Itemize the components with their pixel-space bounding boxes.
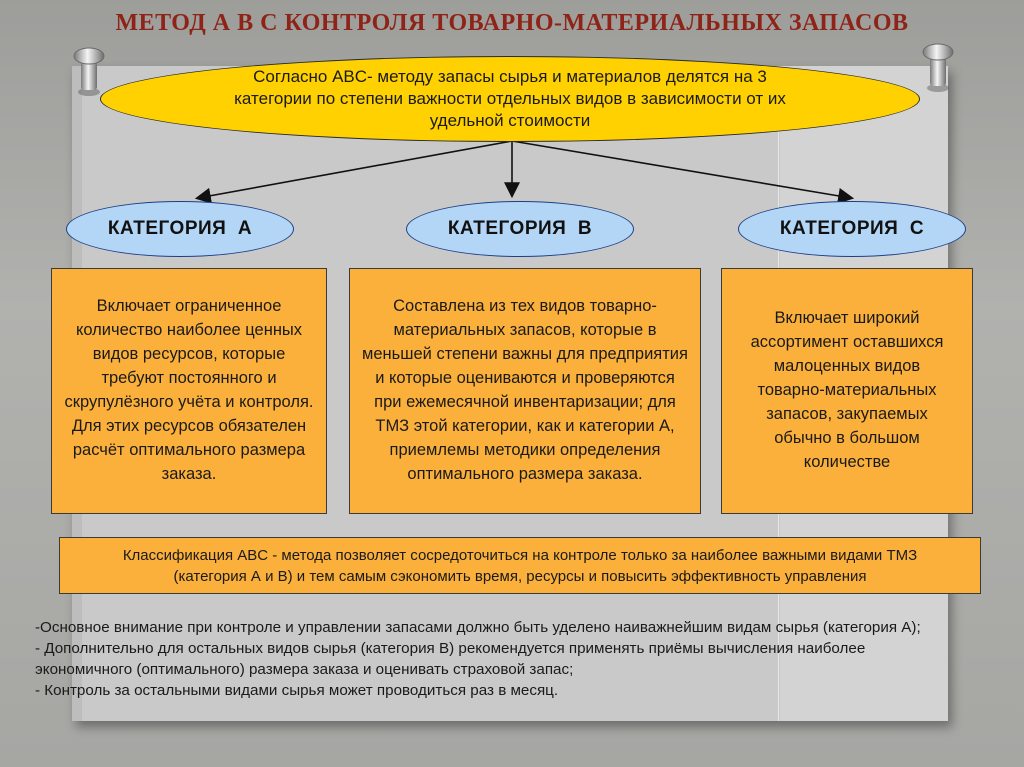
category-b-box — [349, 268, 701, 514]
note-item: - Контроль за остальными видами сырья может проводиться раз в месяц. — [35, 681, 559, 699]
category-c-box — [721, 268, 973, 514]
category-a-description: Включает ограниченное количество наиболее ценных видов ресурсов, которые требуют постоянного и скрупулёзного учёта и контроля. Для этих ресурсов обязателен расчёт оптимального размера заказа. — [64, 297, 314, 483]
category-a-oval — [66, 201, 294, 257]
category-b-description: Составлена из тех видов товарно-материальных запасов, которые в меньшей степени важны для предприятия и которые оцениваются и проверяются при ежемесячной инвентаризации; для ТМЗ этой категории, как и категории А, приемлемы методики определения оптимального размера заказа. — [362, 297, 688, 483]
category-c-oval — [738, 201, 966, 257]
category-a-label: КАТЕГОРИЯ А — [107, 218, 253, 239]
note-item: -Основное внимание при контроле и управлении запасами должно быть уделено наиважнейшим видам сырья (категория А); — [35, 619, 921, 636]
category-b-label: КАТЕГОРИЯ В — [447, 218, 593, 239]
summary-box — [59, 537, 981, 594]
summary-text: Классификация ABC - метода позволяет сосредоточиться на контроле только за наиболее важными видами ТМЗ (категория А и В) и тем самым сэкономить время, ресурсы и повысить эффективность управления — [122, 546, 918, 585]
category-b-oval — [406, 201, 634, 257]
intro-ellipse — [100, 56, 920, 142]
category-a-box — [51, 268, 327, 514]
notes-list — [35, 618, 965, 702]
category-c-description: Включает широкий ассортимент оставшихся малоценных видов товарно-материальных запасов, закупаемых обычно в большом количестве — [750, 309, 944, 471]
category-c-label: КАТЕГОРИЯ С — [779, 218, 925, 239]
slide-title: МЕТОД А В С КОНТРОЛЯ ТОВАРНО-МАТЕРИАЛЬНЫХ ЗАПАСОВ — [115, 10, 909, 36]
intro-text: Согласно ABC- методу запасы сырья и материалов делятся на 3 категории по степени важности отдельных видов в зависимости от их удельной стоимости — [234, 67, 786, 130]
arrow-to-category-c — [512, 141, 851, 198]
note-item: - Дополнительно для остальных видов сырья (категория В) рекомендуется применять приёмы вычисления наиболее экономичного (оптимального) размера заказа и оценивать страховой запас; — [35, 639, 866, 678]
arrow-to-category-a — [198, 141, 512, 198]
